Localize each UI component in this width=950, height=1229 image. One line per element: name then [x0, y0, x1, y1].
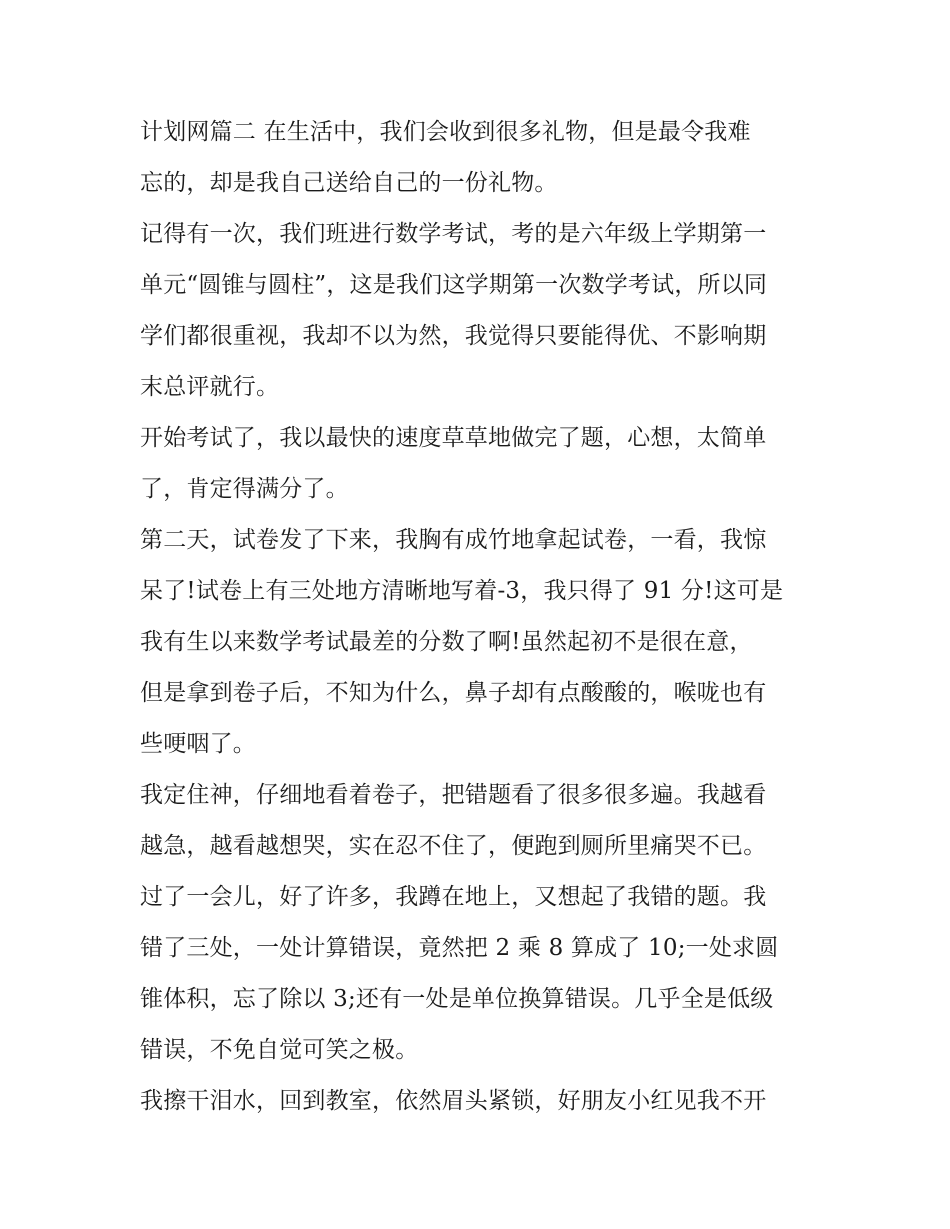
text-line: 些哽咽了。	[140, 731, 256, 757]
paragraph-3	[140, 413, 820, 515]
text-line: 我定住神，仔细地看着卷子，把错题看了很多很多遍。我越看	[140, 782, 767, 808]
text-line: 了，肯定得满分了。	[140, 476, 349, 502]
text-line: 忘的，却是我自己送给自己的一份礼物。	[140, 170, 558, 196]
text-line: 记得有一次，我们班进行数学考试，考的是六年级上学期第一	[140, 221, 767, 247]
document-body	[140, 107, 820, 1127]
text-line: 我擦干泪水，回到教室，依然眉头紧锁，好朋友小红见我不开	[140, 1088, 767, 1114]
text-line: 但是拿到卷子后，不知为什么，鼻子却有点酸酸的，喉咙也有	[140, 680, 767, 706]
text-line: 呆了!试卷上有三处地方清晰地写着-3，我只得了 91 分!这可是	[140, 578, 784, 604]
text-line: 学们都很重视，我却不以为然，我觉得只要能得优、不影响期	[140, 323, 767, 349]
text-line: 单元“圆锥与圆柱”，这是我们这学期第一次数学考试，所以同	[140, 272, 768, 298]
text-line: 过了一会儿，好了许多，我蹲在地上，又想起了我错的题。我	[140, 884, 767, 910]
text-line: 第二天，试卷发了下来，我胸有成竹地拿起试卷，一看，我惊	[140, 527, 767, 553]
text-line: 错了三处，一处计算错误，竟然把 2 乘 8 算成了 10;一处求圆	[140, 935, 779, 961]
text-line: 错误，不免自觉可笑之极。	[140, 1037, 419, 1063]
text-line: 我有生以来数学考试最差的分数了啊!虽然起初不是很在意，	[140, 629, 753, 655]
text-line: 计划网篇二 在生活中，我们会收到很多礼物，但是最令我难	[140, 119, 751, 145]
paragraph-5	[140, 770, 820, 1076]
paragraph-2	[140, 209, 820, 413]
text-line: 末总评就行。	[140, 374, 280, 400]
paragraph-6	[140, 1076, 820, 1127]
paragraph-1	[140, 107, 820, 209]
text-line: 越急，越看越想哭，实在忍不住了，便跑到厕所里痛哭不已。	[140, 833, 767, 859]
paragraph-4	[140, 515, 820, 770]
text-line: 锥体积，忘了除以 3;还有一处是单位换算错误。几乎全是低级	[140, 986, 774, 1012]
text-line: 开始考试了，我以最快的速度草草地做完了题，心想，太简单	[140, 425, 767, 451]
